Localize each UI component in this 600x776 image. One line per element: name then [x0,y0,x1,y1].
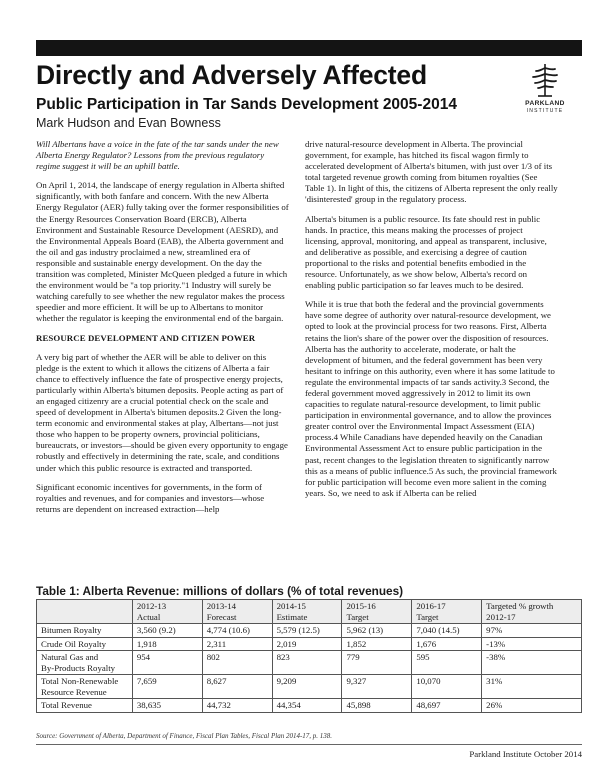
table-cell: 954 [132,651,202,675]
table-cell: 44,354 [272,699,342,713]
body-paragraph: While it is true that both the federal and the provincial governments have some degree of authority over natural-resource development, we opted to look at the provincial process for two reasons. First, Alberta retains the lion's share of the power over the disposition of resources. Alberta has the authority to accelerate, moderate, or halt the development of bitumen, and the federal government has been very hesitant to infringe on this authority, even where it has some latitude to regulate the environmental impacts of tar sands activity.3 Second, the federal government moved aggressively in 2012 to limit its own capacities to regulate natural-resource development, to limit public participation in environmental governance, and to allow the provinces greater control over the Environmental Impact Assessment (EIA) process.4 While Canadians have depended heavily on the Canadian Environmental Assessment Act to ensure public participation in the past, recent changes to the legislation threaten to significantly narrow this as a means of public influence.5 As such, the provincial framework for public participation will become even more salient in the coming years. So, we need to ask if Alberta can be relied [305,299,557,498]
table-row [37,624,582,638]
body-paragraph: Alberta's bitumen is a public resource. Its fate should rest in public hands. In practice, this means making the processes of project licensing, approval, monitoring, and appeal as transparent, inclusive, and deliberative as possible, and exercising a degree of caution proportional to the risks and potential benefits embodied in the resource. Unfortunately, as we show below, Alberta's record on enabling public participation so far leaves much to be desired. [305,213,547,291]
table-cell: -13% [482,637,582,651]
column-header: 2016-17 Target [412,600,482,624]
logo-line-1: PARKLAND [525,100,565,107]
table-title: Table 1: Alberta Revenue: millions of dollars (% of total revenues) [36,584,404,598]
row-label: Total Non-Renewable Resource Revenue [37,675,133,699]
header-bar [36,40,582,56]
row-label: Natural Gas and By-Products Royalty [37,651,133,675]
body-paragraph: drive natural-resource development in Alberta. The provincial government, for example, has hitched its fiscal wagon firmly to accelerated development of Alberta's bitumen, with just over 1/3 of its total targeted revenue growth coming from bitumen royalties (See Table 1). In light of this, the citizens of Alberta represent the only really 'disinterested' group in the regulatory process. [305,139,558,205]
table-cell: 97% [482,624,582,638]
column-header: 2013-14 Forecast [202,600,272,624]
table-cell: 1,918 [132,637,202,651]
table-cell: 31% [482,675,582,699]
revenue-table [36,599,582,713]
table-cell: -38% [482,651,582,675]
table-cell: 1,676 [412,637,482,651]
section-heading: RESOURCE DEVELOPMENT AND CITIZEN POWER [36,332,256,343]
table-cell: 8,627 [202,675,272,699]
table-row [37,651,582,675]
column-header [37,600,133,624]
table-cell: 10,070 [412,675,482,699]
table-row [37,637,582,651]
table-cell: 9,209 [272,675,342,699]
body-paragraph: On April 1, 2014, the landscape of energy regulation in Alberta shifted significantly, with both fanfare and concern. With the new Alberta Energy Regulator (AER) fully taking over the former responsibilities of the Energy Resources Conservation Board (ERCB), Alberta Environment and Sustainable Resource Development (AESRD), and the Environmental Appeals Board (EAB), the Alberta government and the oil and gas industry proclaimed a new, streamlined era of responsible and sustainable energy development. On the day the transition was completed, Minister McQueen pledged a future in which the environment would be "a top priority."1 Industry will surely be watching carefully to see whether the new regulator makes the process speedier and more efficient. It will be up to Albertans to monitor whether the regulator is keeping the environmental end of the bargain. [36,180,289,324]
right-column [305,139,558,507]
document-subtitle: Public Participation in Tar Sands Development 2005-2014 [36,96,457,113]
page-footer: Parkland Institute October 2014 [469,749,582,759]
table-cell: 802 [202,651,272,675]
document-title: Directly and Adversely Affected [36,60,427,90]
table-cell: 48,697 [412,699,482,713]
table-cell: 2,311 [202,637,272,651]
column-header: 2014-15 Estimate [272,600,342,624]
logo-line-2: INSTITUTE [526,108,564,114]
row-label: Total Revenue [37,699,133,713]
table-cell: 4,774 (10.6) [202,624,272,638]
table-cell: 5,579 (12.5) [272,624,342,638]
table-cell: 45,898 [342,699,412,713]
table-cell: 2,019 [272,637,342,651]
table-header-row [37,600,582,624]
row-label: Bitumen Royalty [37,624,133,638]
table-cell: 779 [342,651,412,675]
table-cell: 38,635 [132,699,202,713]
table-cell: 7,040 (14.5) [412,624,482,638]
table-cell: 595 [412,651,482,675]
footer-rule [36,744,582,745]
lead-paragraph: Will Albertans have a voice in the fate of the tar sands under the new Alberta Energy Regulator? Lessons from the previous regulatory regime suggest it will be an uphill battle. [36,139,279,172]
column-header: 2012-13 Actual [132,600,202,624]
row-label: Crude Oil Royalty [37,637,133,651]
column-header: Targeted % growth 2012-17 [482,600,582,624]
body-paragraph: Significant economic incentives for governments, in the form of royalties and revenues, and for companies and investors—whose returns are dependent on increased extraction—help [36,481,265,514]
table-row [37,699,582,713]
tree-icon [530,62,560,98]
table-cell: 9,327 [342,675,412,699]
table-cell: 26% [482,699,582,713]
table-cell: 5,962 (13) [342,624,412,638]
table-row [37,675,582,699]
table-cell: 3,560 (9.2) [132,624,202,638]
table-cell: 44,732 [202,699,272,713]
body-paragraph: A very big part of whether the AER will be able to deliver on this pledge is the extent to which it allows the citizens of Alberta a fair chance to effectively influence the fate of prospective energy projects, particularly within Alberta's bitumen deposits. People acting as part of an engaged citizenry are a crucial potential check on the scale and speed of development in Alberta's bitumen deposits.2 Given the long-term economic and environmental stakes at play, Albertans—not just those who happen to be property owners, provincial politicians, bureaucrats, or investors—should be given every opportunity to engage robustly and effectively in determining the rate, scale, and conditions under which this public resource is extracted and transported. [36,351,288,473]
parkland-institute-logo [508,62,582,122]
left-column [36,139,289,523]
authors: Mark Hudson and Evan Bowness [36,116,221,130]
table-cell: 7,659 [132,675,202,699]
table-cell: 823 [272,651,342,675]
table-cell: 1,852 [342,637,412,651]
table-source-note: Source: Government of Alberta, Department of Finance, Fiscal Plan Tables, Fiscal Plan 2014-17, p. 138. [36,732,333,740]
column-header: 2015-16 Target [342,600,412,624]
